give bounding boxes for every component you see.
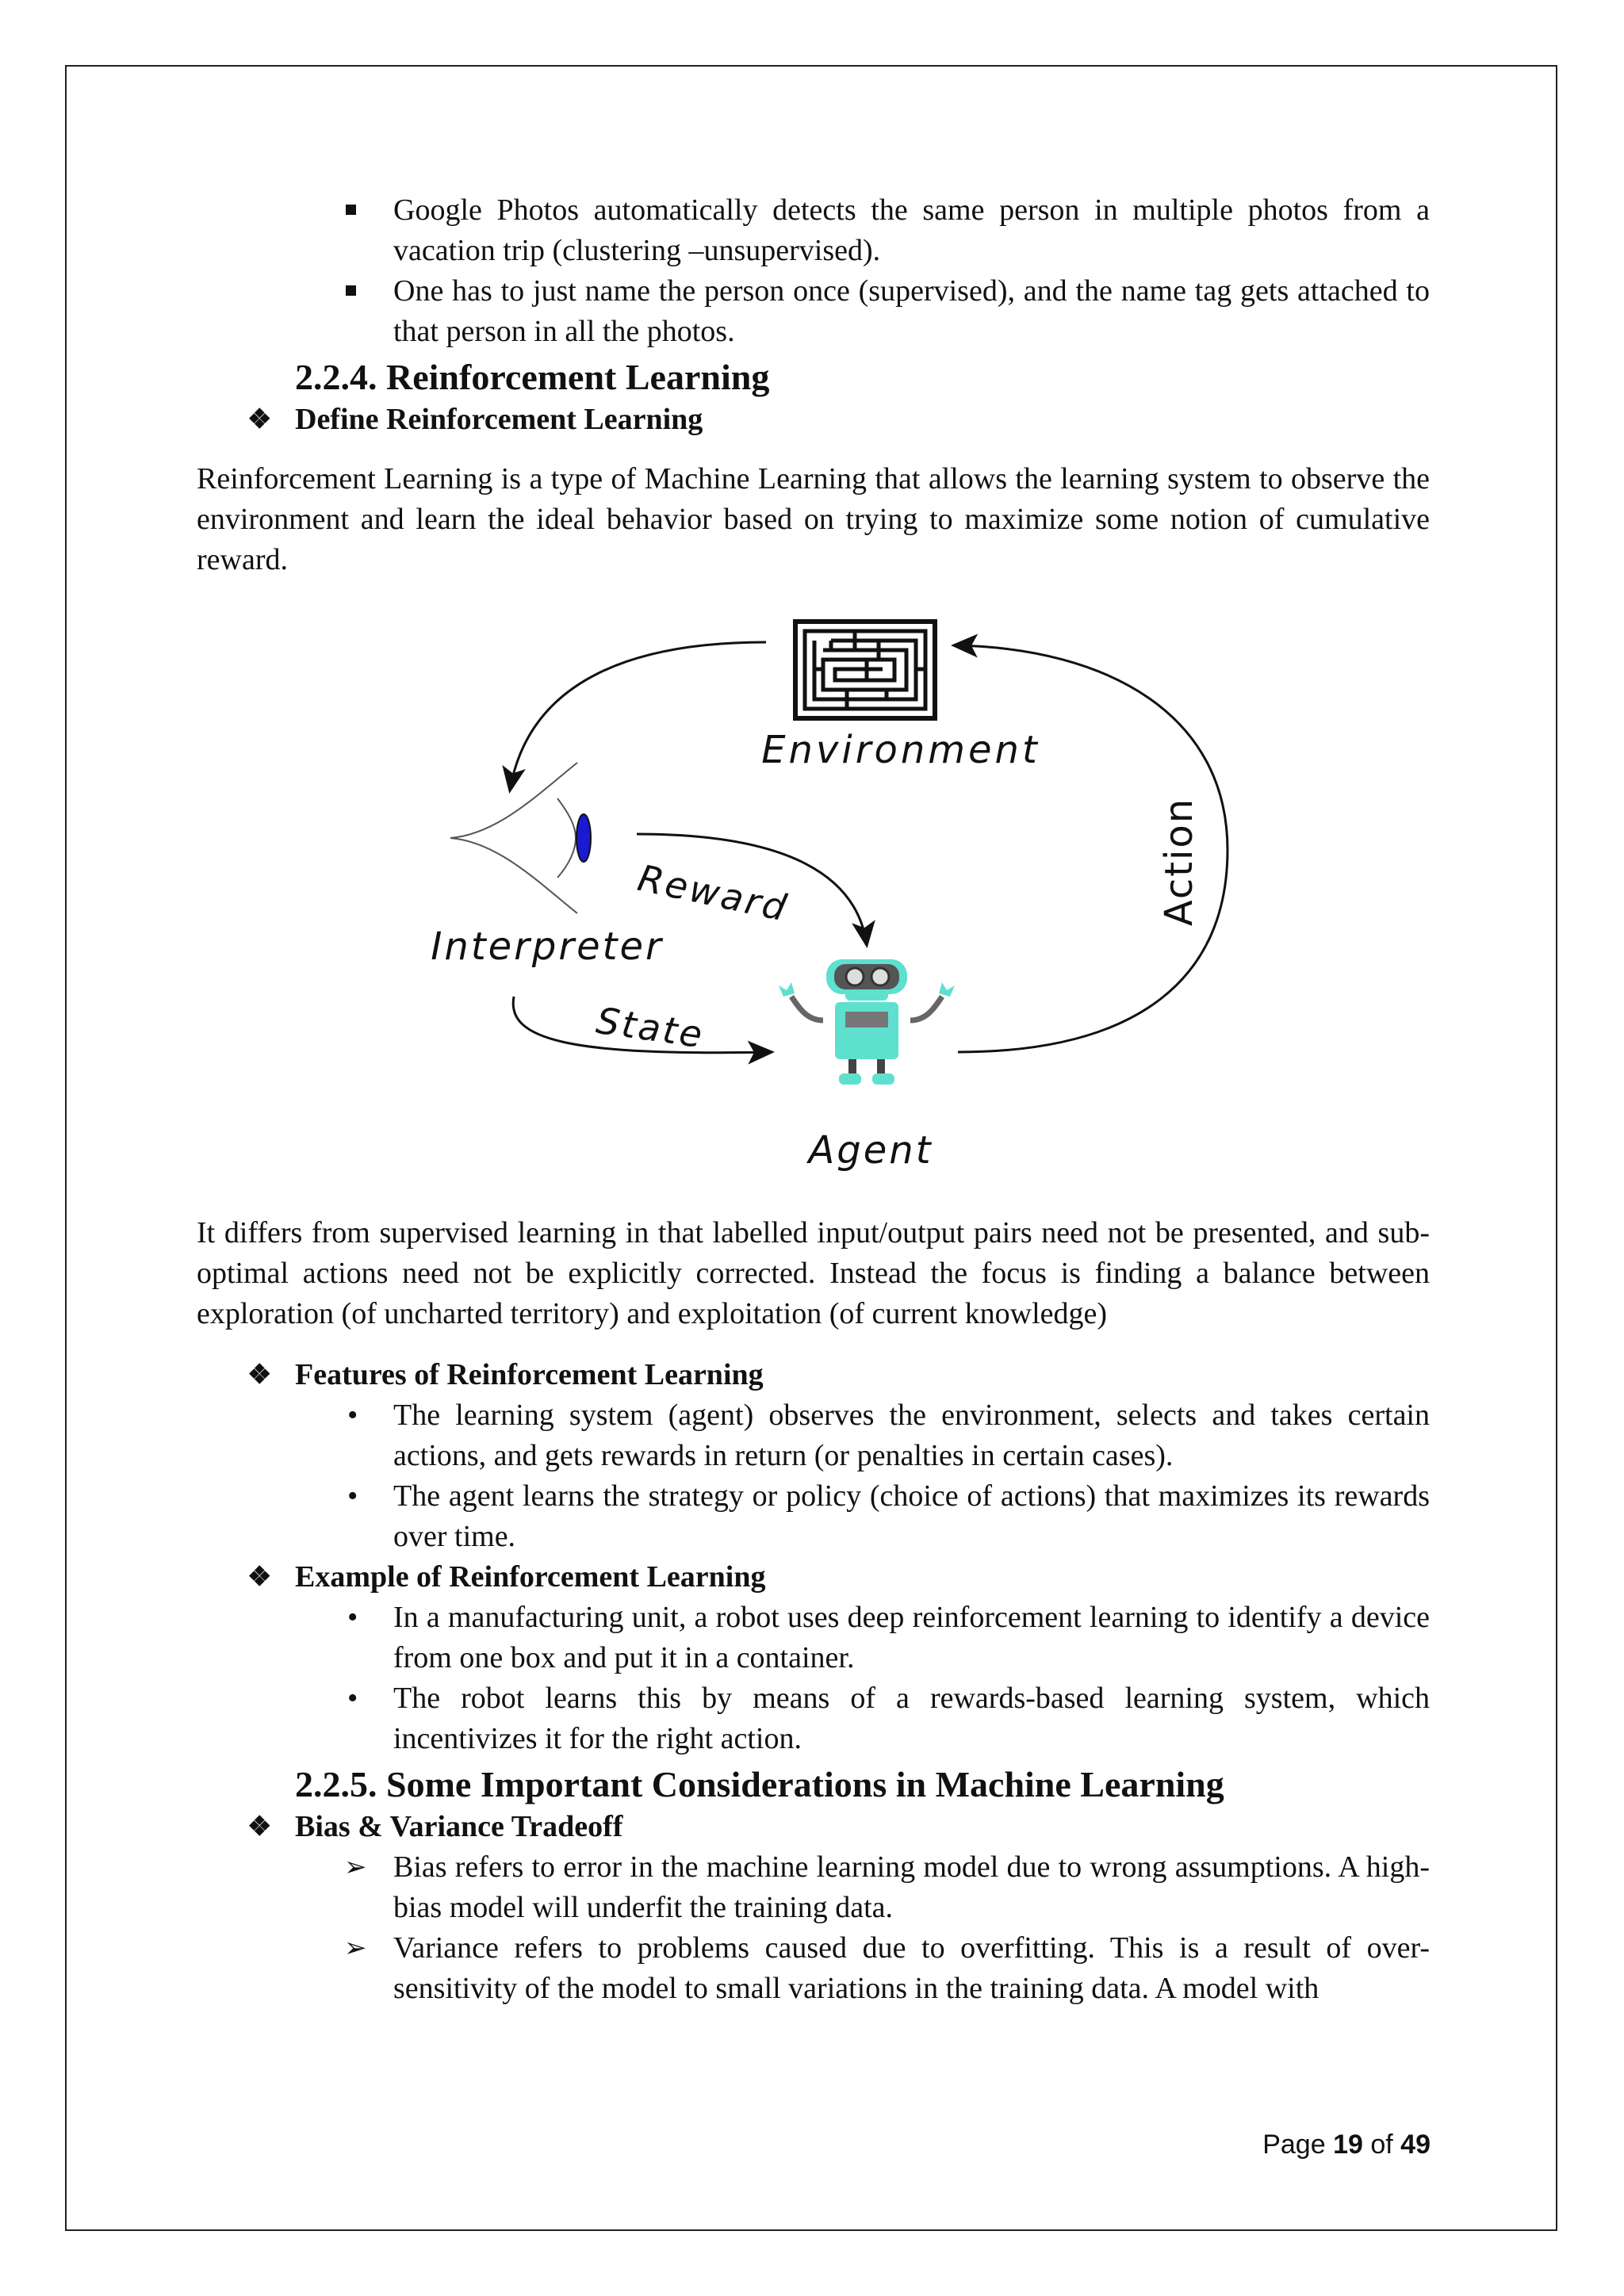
example-item [197,1678,1430,1759]
robot-agent-icon [779,959,955,1085]
features-heading-text: Features of Reinforcement Learning [295,1358,764,1391]
diagram-label-interpreter: Interpreter [431,924,664,969]
diagram-label-action: Action [1157,797,1201,927]
square-bullet-icon [346,285,356,296]
diamond-bullet-icon: ❖ [247,405,272,434]
arrow-bullet-icon: ➢ [344,1853,367,1882]
intro-bullet [197,190,1430,271]
example-item-text: The robot learns this by means of a rewards-based learning system, which incentivizes it for the right action. [393,1682,1430,1755]
arrow-bullet-icon: ➢ [344,1934,367,1963]
define-rl-heading-text: Define Reinforcement Learning [295,403,703,436]
rl-definition-paragraph: Reinforcement Learning is a type of Machine Learning that allows the learning system to observe the environment and learn the ideal behavior based on trying to maximize some notion of cumulative reward. [197,462,1430,576]
example-heading-text: Example of Reinforcement Learning [295,1560,766,1594]
example-item-text: In a manufacturing unit, a robot uses deep reinforcement learning to identify a device from one box and put it in a container. [393,1601,1430,1674]
bias-item [197,1847,1430,1928]
feature-item-text: The agent learns the strategy or policy (choice of actions) that maximizes its rewards over time. [393,1479,1430,1553]
bias-item-text: Bias refers to error in the machine learning model due to wrong assumptions. A high-bias model will underfit the training data. [393,1850,1430,1924]
bias-item-text: Variance refers to problems caused due to overfitting. This is a result of over-sensitivity of the model to small variations in the training data. A model with [393,1931,1430,2005]
intro-bullet [197,271,1430,352]
page-footer [1262,2130,1431,2160]
dot-bullet-icon: • [347,1479,358,1513]
footer-total-pages: 49 [1400,2130,1431,2160]
features-heading [197,1355,1430,1395]
rl-differs-paragraph: It differs from supervised learning in that labelled input/output pairs need not be presented, and sub-optimal actions need not be explicitly corrected. Instead the focus is finding a balance between exploration (of uncharted territory) and exploitation (of current knowledge) [197,1216,1430,1330]
maze-icon [795,622,935,718]
diamond-bullet-icon: ❖ [247,1812,272,1842]
diagram-label-environment: Environment [761,728,1040,772]
footer-page-word: Page [1262,2130,1326,2160]
example-heading [197,1557,1430,1598]
footer-page-number: 19 [1333,2130,1363,2160]
diagram-label-agent: Agent [808,1128,933,1173]
diamond-bullet-icon: ❖ [247,1563,272,1592]
diamond-bullet-icon: ❖ [247,1360,272,1390]
dot-bullet-icon: • [347,1682,358,1715]
intro-bullet-text: Google Photos automatically detects the same person in multiple photos from a vacation trip (clustering –unsupervised). [393,193,1430,267]
diagram-label-reward: Reward [634,855,792,930]
square-bullet-icon [346,205,356,215]
dot-bullet-icon: • [347,1601,358,1634]
feature-item [197,1476,1430,1557]
example-item [197,1598,1430,1678]
diagram-label-state: State [593,998,707,1057]
define-rl-heading [197,400,1430,440]
eye-icon [450,763,591,913]
bias-variance-heading-text: Bias & Variance Tradeoff [295,1810,623,1843]
intro-bullet-text: One has to just name the person once (supervised), and the name tag gets attached to that person in all the photos. [393,274,1430,348]
bias-item [197,1928,1430,2009]
feature-item [197,1395,1430,1476]
page-content [197,190,1430,2009]
rl-cycle-diagram [197,596,1430,1199]
bias-variance-heading [197,1807,1430,1847]
feature-item-text: The learning system (agent) observes the environment, selects and takes certain actions, and gets rewards in return (or penalties in certain cases). [393,1399,1430,1472]
section-title-considerations: 2.2.5. Some Important Considerations in Machine Learning [295,1764,1224,1804]
footer-of-word: of [1370,2130,1393,2160]
section-title-reinforcement-learning: 2.2.4. Reinforcement Learning [295,357,770,397]
dot-bullet-icon: • [347,1399,358,1432]
